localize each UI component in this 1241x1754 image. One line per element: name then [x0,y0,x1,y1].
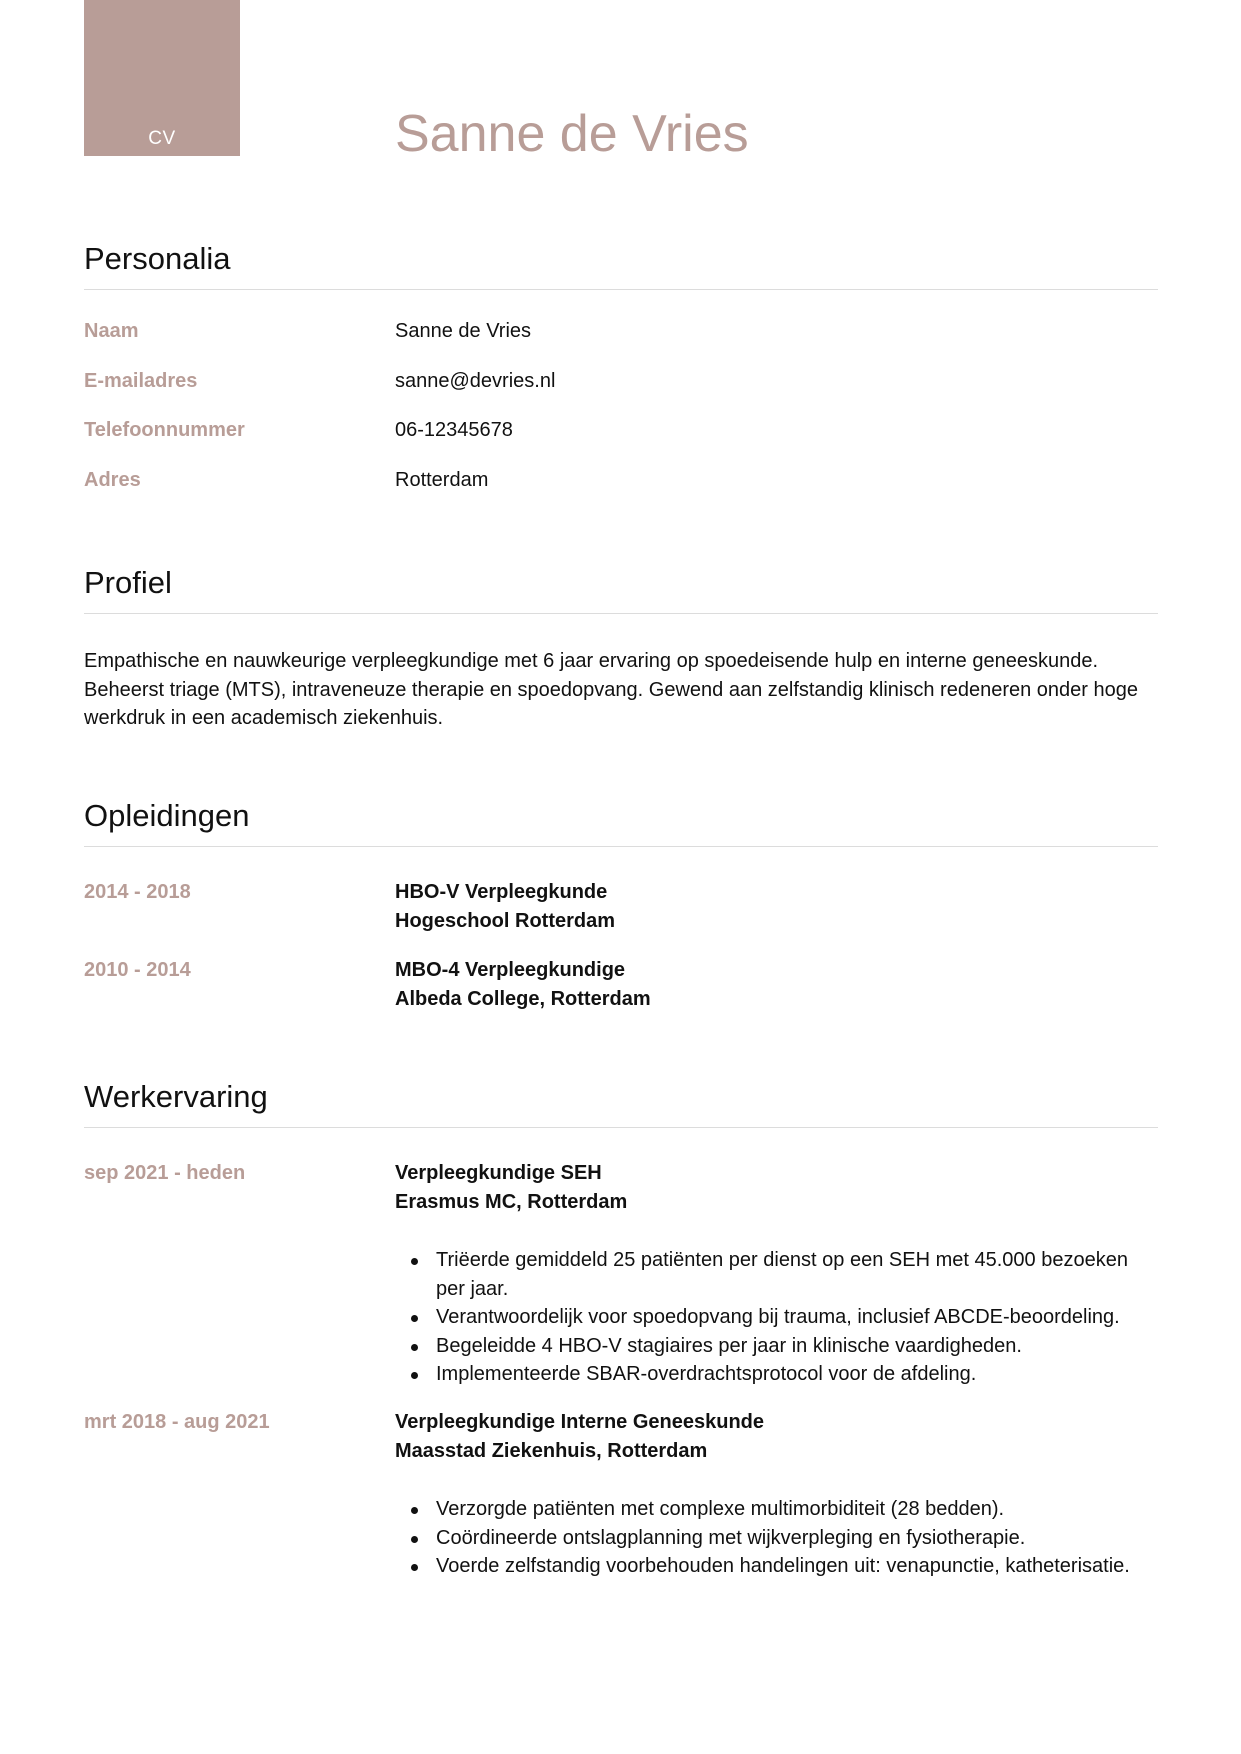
work-bullet: Triëerde gemiddeld 25 patiënten per dienst op een SEH met 45.000 bezoeken per jaar. [436,1246,1158,1303]
section-title-personalia: Personalia [84,241,231,276]
work-bullet: Verzorgde patiënten met complexe multimorbiditeit (28 bedden). [436,1495,1158,1524]
section-divider [84,1127,1158,1128]
education-period: 2014 - 2018 [84,881,191,904]
work-bullet: Coördineerde ontslagplanning met wijkverpleging en fysiotherapie. [436,1524,1158,1553]
education-period: 2010 - 2014 [84,959,191,982]
section-title-werkervaring: Werkervaring [84,1079,268,1114]
personalia-row-adres [84,466,1158,516]
education-entry [84,878,1158,956]
cv-badge-label: CV [148,128,176,149]
personalia-row-email [84,367,1158,417]
profile-text: Empathische en nauwkeurige verpleegkundige met 6 jaar ervaring op spoedeisende hulp en interne geneeskunde. Beheerst triage (MTS), intraveneuze therapie en spoedopvang. Gewend aan zelfstandig klinisch redeneren onder hoge werkdruk in een academisch ziekenhuis. [84,650,1138,730]
work-bullet: Verantwoordelijk voor spoedopvang bij trauma, inclusief ABCDE-beoordeling. [436,1303,1158,1332]
education-institution: Hogeschool Rotterdam [395,909,616,932]
section-divider [84,613,1158,614]
section-profiel [84,564,1158,733]
personalia-label: Telefoonnummer [84,419,245,442]
personalia-value: 06-12345678 [395,419,513,442]
work-bullet: Begeleidde 4 HBO-V stagiaires per jaar in klinische vaardigheden. [436,1332,1158,1361]
work-period: sep 2021 - heden [84,1162,246,1185]
section-title-profiel: Profiel [84,565,172,600]
work-entry [84,1408,1158,1581]
personalia-label: Adres [84,468,141,491]
education-entry [84,956,1158,1013]
section-werkervaring [84,1078,1158,1581]
work-bullet: Implementeerde SBAR-overdrachtsprotocol voor de afdeling. [436,1360,1158,1389]
personalia-value: sanne@devries.nl [395,369,556,392]
work-bullet: Voerde zelfstandig voorbehouden handelingen uit: venapunctie, katheterisatie. [436,1552,1158,1581]
section-divider [84,289,1158,290]
section-personalia [84,240,1158,515]
cv-badge [84,0,240,156]
education-title: MBO-4 Verpleegkundige [395,959,626,982]
candidate-name: Sanne de Vries [395,105,749,163]
work-title: Verpleegkundige Interne Geneeskunde [395,1411,765,1434]
work-bullet-list [395,1495,1158,1581]
work-bullet-list [395,1246,1158,1389]
section-opleidingen [84,797,1158,1013]
work-period: mrt 2018 - aug 2021 [84,1411,270,1434]
work-entry [84,1159,1158,1408]
personalia-label: E-mailadres [84,369,198,392]
work-employer: Maasstad Ziekenhuis, Rotterdam [395,1439,708,1462]
work-employer: Erasmus MC, Rotterdam [395,1190,628,1213]
personalia-row-naam [84,317,1158,367]
section-title-opleidingen: Opleidingen [84,798,250,833]
education-institution: Albeda College, Rotterdam [395,987,651,1010]
work-title: Verpleegkundige SEH [395,1162,602,1185]
personalia-label: Naam [84,320,139,343]
section-divider [84,846,1158,847]
education-title: HBO-V Verpleegkunde [395,881,608,904]
personalia-value: Sanne de Vries [395,320,532,343]
personalia-value: Rotterdam [395,468,489,491]
personalia-row-telefoon [84,416,1158,466]
